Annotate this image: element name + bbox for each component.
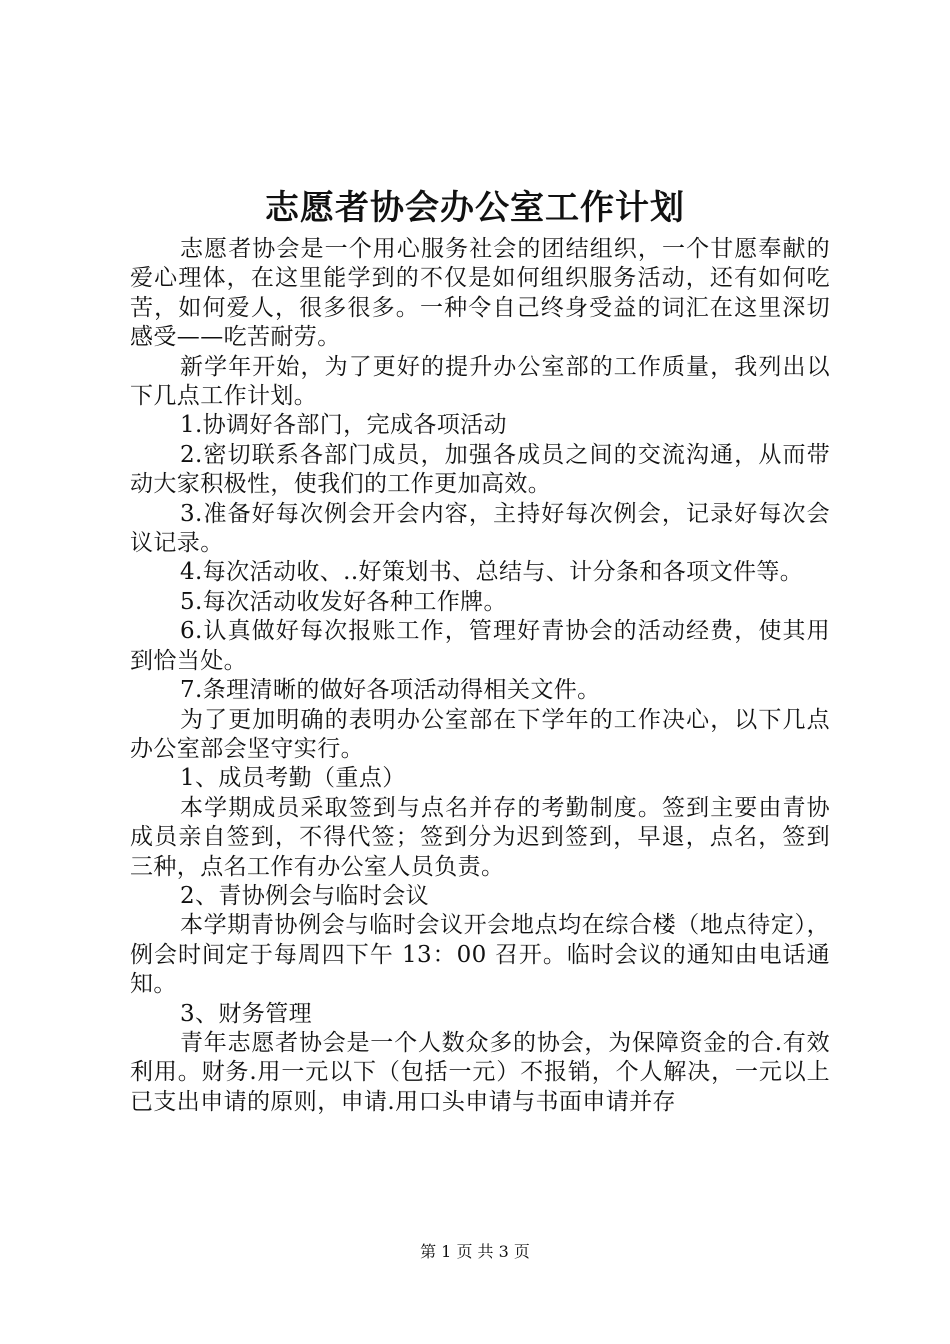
- document-body: [130, 235, 830, 1117]
- section-heading: 1、成员考勤（重点）: [180, 765, 406, 792]
- list-item: 1.协调好各部门，完成各项活动: [180, 412, 507, 439]
- paragraph: 为了更加明确的表明办公室部在下学年的工作决心，以下几点办公室部会坚守实行。: [130, 706, 830, 762]
- paragraph: 本学期青协例会与临时会议开会地点均在综合楼（地点待定），例会时间定于每周四下午 13：00 召开。临时会议的通知由电话通知。: [130, 912, 830, 998]
- section-heading: 2、青协例会与临时会议: [180, 882, 430, 909]
- list-item: 3.准备好每次例会开会内容，主持好每次例会，记录好每次会议记录。: [130, 500, 830, 557]
- document-title: 志愿者协会办公室工作计划: [265, 188, 685, 228]
- paragraph: 青年志愿者协会是一个人数众多的协会，为保障资金的合.有效利用。财务.用一元以下（包括一元）不报销，个人解决，一元以上已支出申请的原则，申请.用口头申请与书面申请并存: [130, 1029, 830, 1115]
- paragraph: 新学年开始，为了更好的提升办公室部的工作质量，我列出以下几点工作计划。: [130, 353, 830, 410]
- section-heading: 3、财务管理: [180, 1000, 313, 1027]
- list-item: 5.每次活动收发好各种工作牌。: [180, 588, 507, 615]
- list-item: 4.每次活动收、..好策划书、总结与、计分条和各项文件等。: [180, 559, 804, 586]
- list-item: 6.认真做好每次报账工作，管理好青协会的活动经费，使其用到恰当处。: [130, 618, 830, 674]
- list-item: 7.条理清晰的做好各项活动得相关文件。: [180, 677, 601, 704]
- list-item: 2.密切联系各部门成员，加强各成员之间的交流沟通，从而带动大家积极性，使我们的工作更加高效。: [130, 441, 830, 498]
- paragraph: 本学期成员采取签到与点名并存的考勤制度。签到主要由青协成员亲自签到，不得代签；签到分为迟到签到，早退，点名，签到三种，点名工作有办公室人员负责。: [130, 794, 830, 880]
- paragraph: 志愿者协会是一个用心服务社会的团结组织，一个甘愿奉献的爱心理体，在这里能学到的不仅是如何组织服务活动，还有如何吃苦，如何爱人，很多很多。一种令自己终身受益的词汇在这里深切感受——吃苦耐劳。: [130, 236, 830, 351]
- page-number: 第 1 页 共 3 页: [420, 1242, 530, 1261]
